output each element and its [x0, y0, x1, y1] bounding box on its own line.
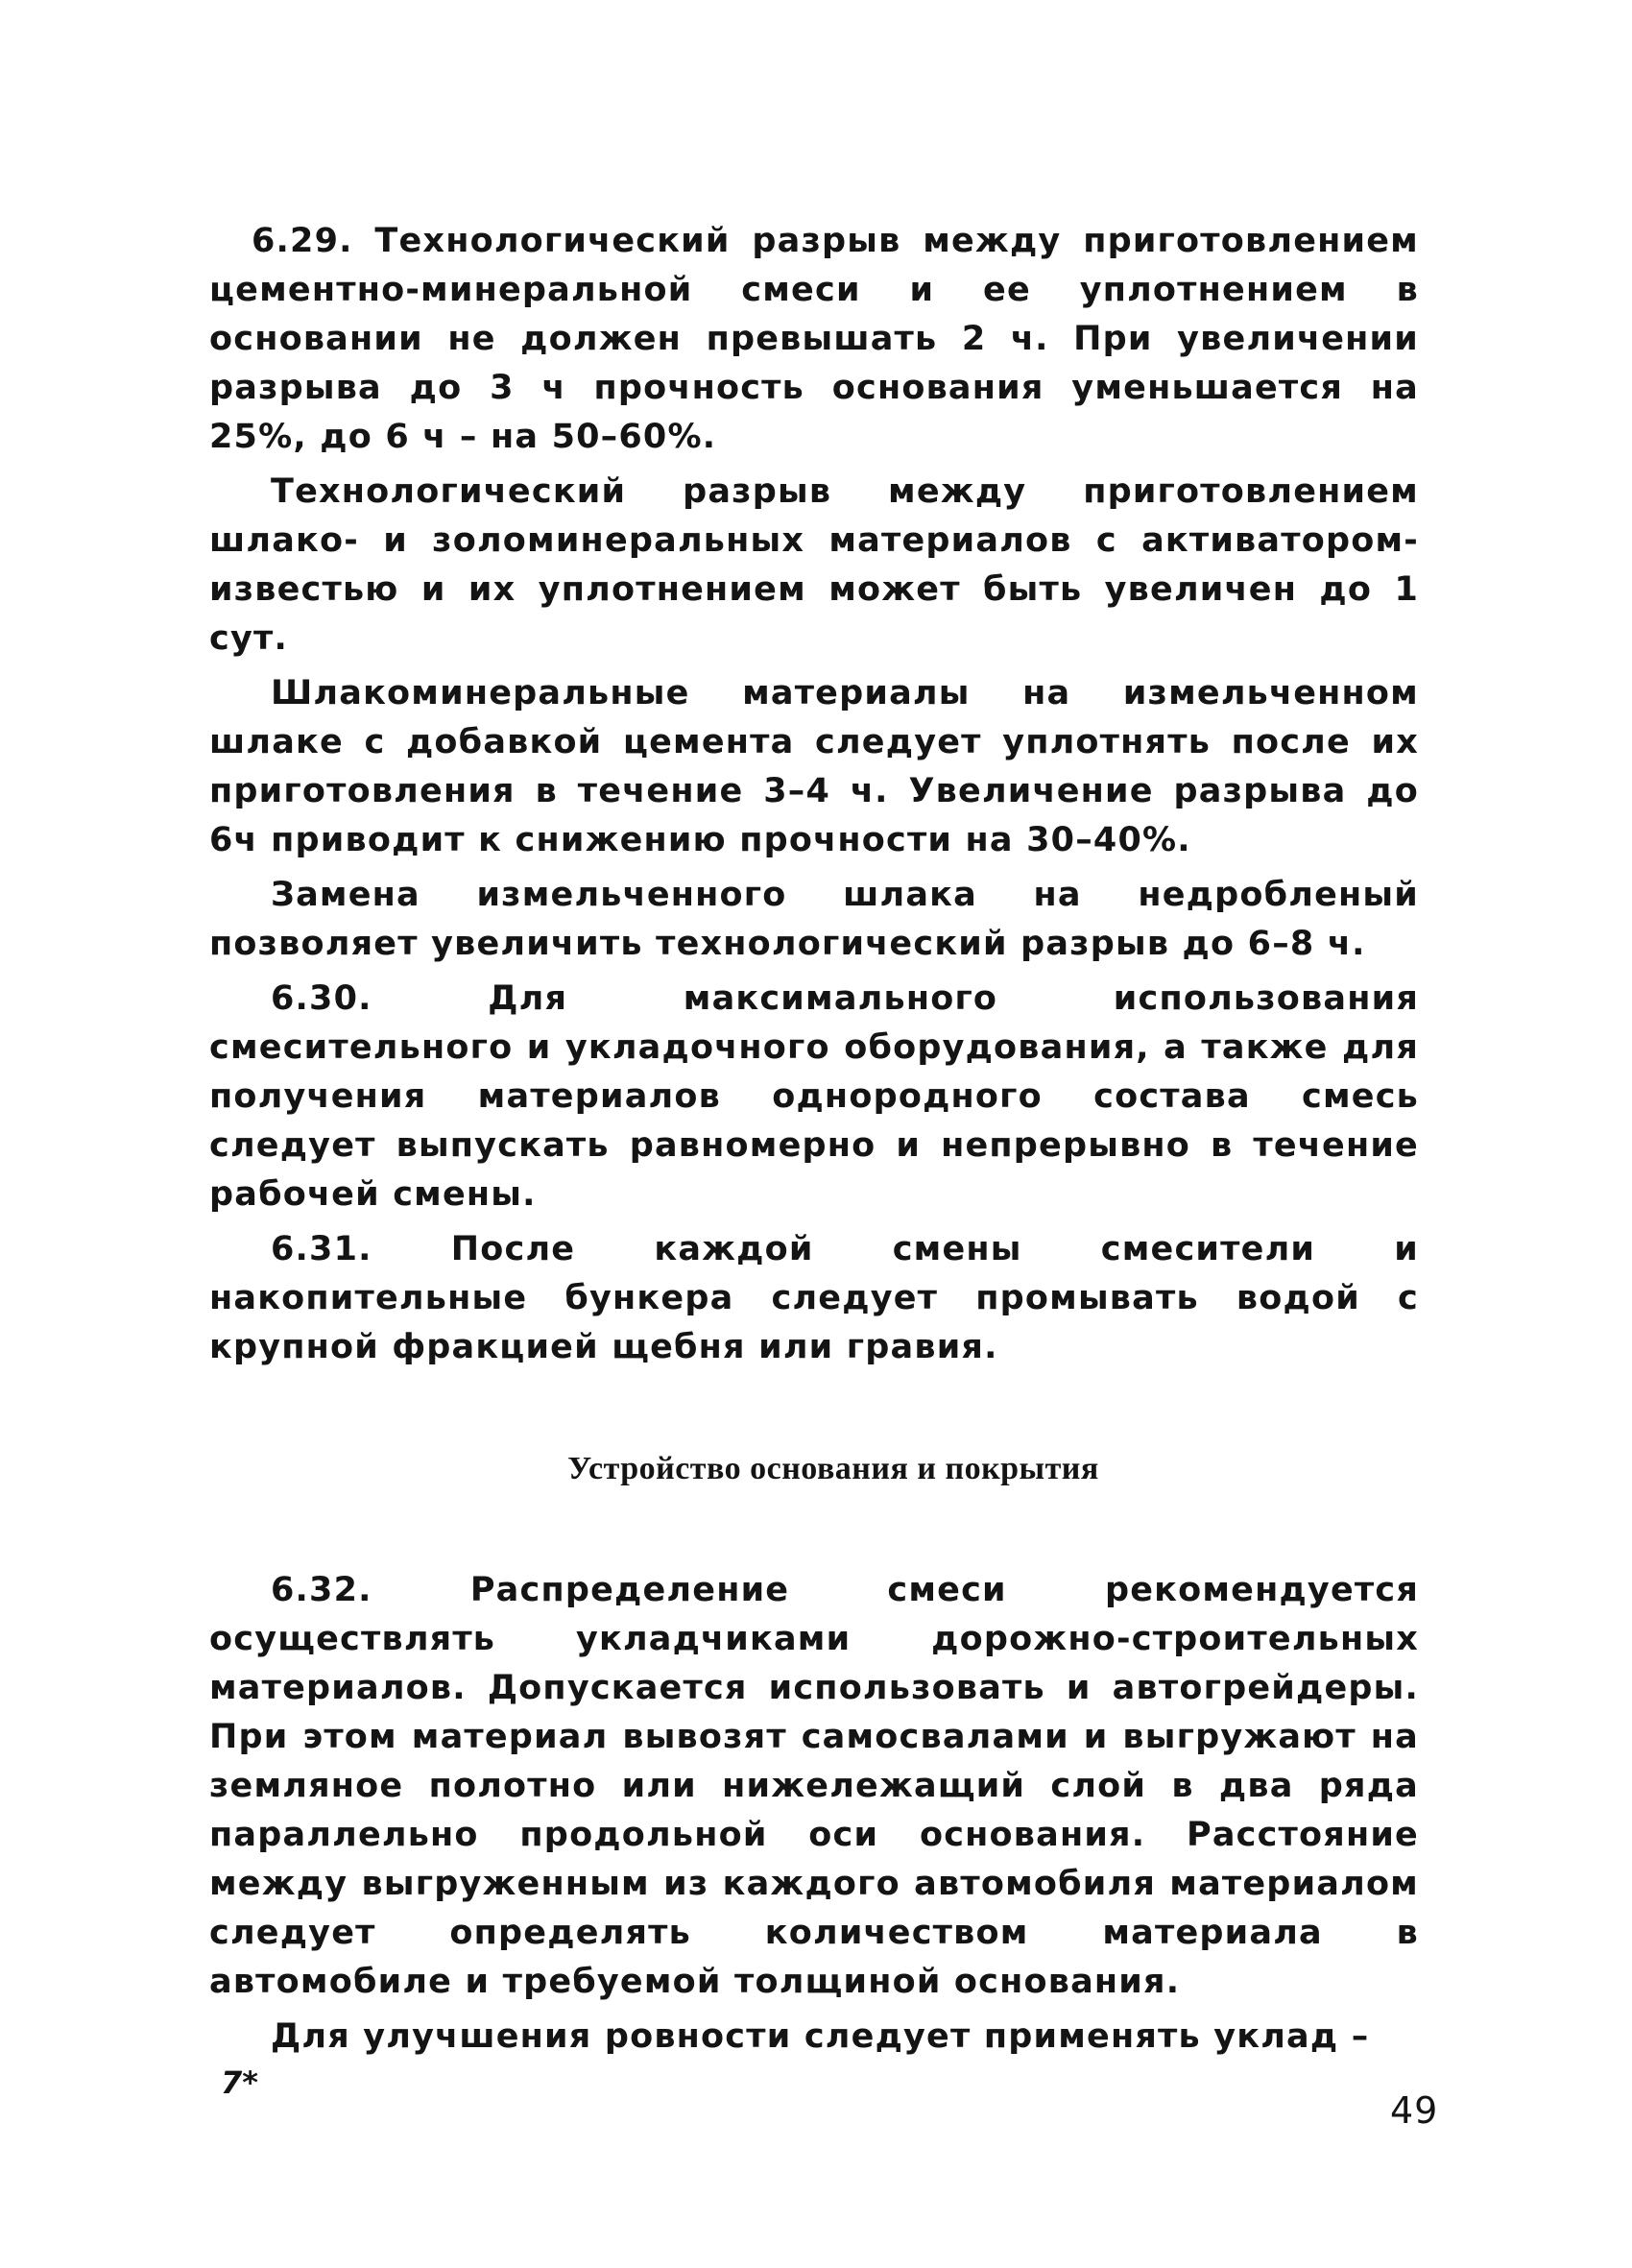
paragraph-evenness: Для улучшения ровности следует применять уклад –: [271, 2017, 1370, 2056]
section-heading: Устройство основания и покрытия: [567, 1451, 1099, 1486]
paragraph-6-31: 6.31. После каждой смены смесители и накопительные бункера следует промывать водой с крупной фракцией щебня или гравия.: [209, 1230, 1419, 1366]
paragraph-break-extension: Технологический разрыв между приготовлением шлако- и золоминеральных материалов с активатором-известью и их уплотнением может быть увеличен до 1 сут.: [209, 472, 1419, 658]
page-number: 49: [1390, 2089, 1439, 2132]
paragraph-slag-replacement: Замена измельченного шлака на недробленый позволяет увеличить технологический разрыв до 6–8 ч.: [209, 876, 1419, 963]
paragraph-6-29: 6.29. Технологический разрыв между приготовлением цементно-минеральной смеси и ее уплотнением в основании не должен превышать 2 ч. При увеличении разрыва до 3 ч прочность основания уменьшается на 25%, до 6 ч – на 50–60%.: [209, 222, 1419, 456]
paragraph-6-32: 6.32. Распределение смеси рекомендуется осуществлять укладчиками дорожно-строительных материалов. Допускается использовать и автогрейдеры. При этом материал вывозят самосвалами и выгружают на земляное полотно или нижележащий слой в два ряда параллельно продольной оси основания. Расстояние между выгруженным из каждого автомобиля материалом следует определять количеством материала в автомобиле и требуемой толщиной основания.: [209, 1571, 1419, 2001]
paragraph-6-30: 6.30. Для максимального использования смесительного и укладочного оборудования, а также для получения материалов однородного состава смесь следует выпускать равномерно и непрерывно в течение рабочей смены.: [209, 979, 1419, 1214]
paragraph-slag-mineral: Шлакоминеральные материалы на измельченном шлаке с добавкой цемента следует уплотнять после их приготовления в течение 3–4 ч. Увеличение разрыва до 6ч приводит к снижению прочности на 30–40%.: [209, 674, 1419, 859]
body-text: [209, 217, 1419, 2067]
signature-mark: 7*: [221, 2064, 258, 2101]
